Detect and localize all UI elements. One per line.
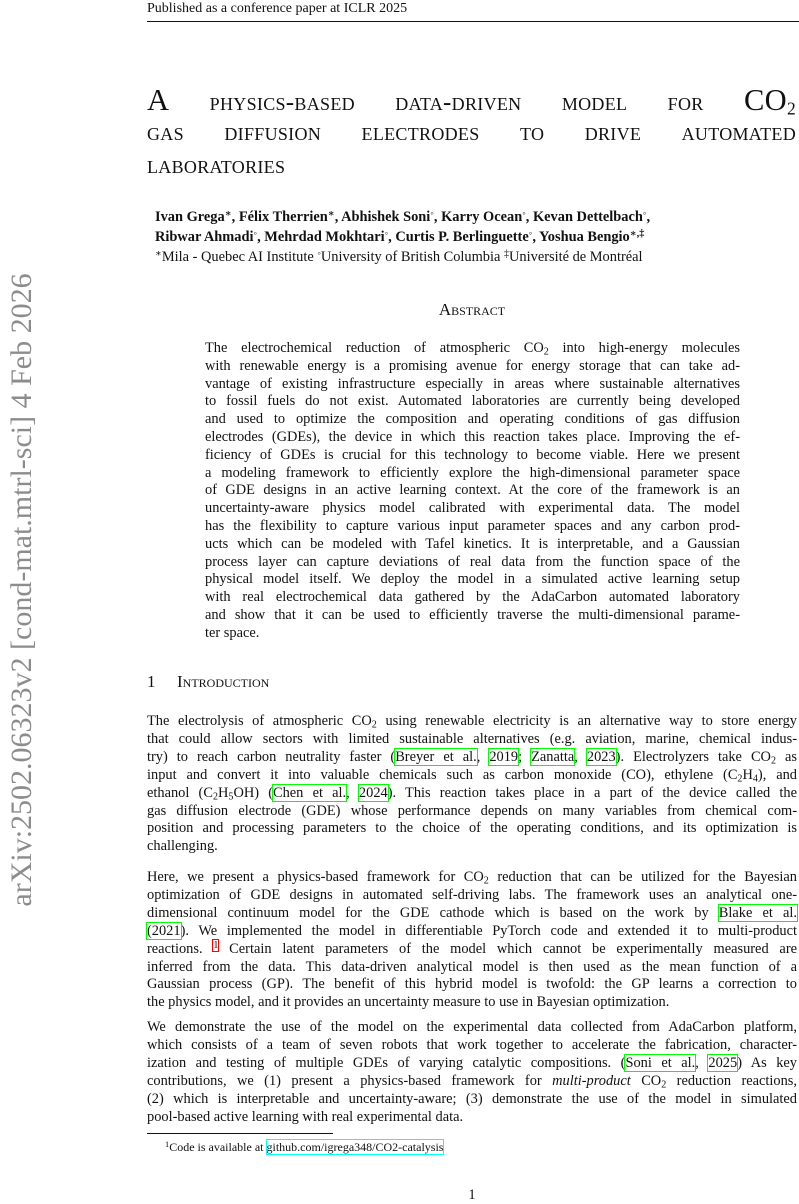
- text-run: process layer can capture deviations of real data from the function space of the: [205, 553, 740, 570]
- citation-link[interactable]: 2025: [708, 1054, 738, 1071]
- paragraph-line: [147, 1072, 797, 1090]
- text-run: ization and testing of multiple GDEs of varying catalytic compositions. (: [147, 1054, 626, 1071]
- affiliation-mark: ◦: [642, 208, 647, 220]
- text-run: and used to optimize the composition and operating conditions of gas diffusion: [205, 411, 740, 428]
- citation-link[interactable]: Zanatta: [531, 748, 575, 765]
- title-line: [147, 150, 796, 182]
- subscript: 5: [228, 791, 234, 803]
- subscript: 2: [737, 773, 743, 785]
- text-run: ). This reaction takes place in a part of the device called the: [387, 784, 797, 801]
- text-run: vantage of existing infrastructure especially in areas where sustainable alternatives: [205, 375, 740, 392]
- text-run: ;: [518, 748, 532, 765]
- text-run: , Karry Ocean: [433, 209, 523, 225]
- abstract-line: [205, 588, 740, 606]
- footnote-marker: 1: [165, 1140, 170, 1150]
- paragraph-line: [147, 1054, 797, 1072]
- code-link[interactable]: github.com/igrega348/CO2-catalysis: [266, 1140, 444, 1154]
- text-run: ,: [646, 209, 651, 225]
- abstract-line: [205, 339, 740, 357]
- text-run: using renewable electricity is an alternative way to store energy: [376, 713, 797, 729]
- text-run: CO: [630, 1072, 662, 1089]
- paragraph-line: [147, 940, 797, 958]
- affiliation-mark: ∗: [224, 208, 232, 220]
- title-line: [147, 117, 796, 149]
- paragraph-line: [147, 868, 797, 886]
- section-number: 1: [147, 672, 156, 691]
- text-run: ) As key: [737, 1054, 797, 1071]
- header-rule: [147, 21, 799, 22]
- paragraph-line: [147, 993, 797, 1011]
- paragraph-line: [147, 784, 797, 802]
- running-head: Published as a conference paper at ICLR 2025: [147, 1, 408, 16]
- title-capital: CO: [743, 83, 787, 117]
- affiliation-mark: ◦: [253, 228, 258, 240]
- text-run: of GDE designs in an active learning context. At the core of the framework is an: [205, 482, 740, 499]
- abstract-line: [205, 464, 740, 482]
- text-run: , Mehrdad Mokhtari: [257, 229, 385, 245]
- text-run: , Kevan Dettelbach: [525, 209, 643, 225]
- citation-link[interactable]: Soni et al.: [625, 1054, 696, 1071]
- text-run: that could allow sectors with limited sustainable alternatives (e.g. aviation, marine, chemical indus-: [147, 730, 797, 747]
- abstract-line: [205, 606, 740, 624]
- text-run: laboratories: [147, 152, 286, 179]
- text-run: ,: [346, 784, 359, 801]
- subscript: 2: [483, 875, 489, 887]
- citation-link[interactable]: 2019: [489, 748, 519, 765]
- text-run: Gaussian process (GP). The benefit of this hybrid model is twofold: the GP learns a correction to: [147, 976, 797, 993]
- subscript: 2: [543, 346, 549, 358]
- footnote-text: Code is available at: [169, 1140, 267, 1154]
- text-run: as: [776, 748, 797, 765]
- abstract-heading: Abstract: [438, 300, 506, 319]
- text-run: H: [742, 766, 753, 783]
- abstract-line: [205, 624, 740, 642]
- text-run: Université de Montréal: [509, 249, 643, 265]
- paragraph-line: [147, 819, 797, 837]
- subscript: 2: [212, 791, 218, 803]
- subscript: 2: [770, 755, 776, 767]
- text-run: dimensional continuum model for the GDE cathode which is based on the work by: [147, 904, 719, 921]
- text-run: Here, we present a physics-based framework for CO: [147, 869, 484, 885]
- paragraph-line: [147, 766, 797, 784]
- text-run: OH) (: [233, 784, 273, 801]
- text-run: gas diffusion electrode (GDE) whose performance depends on many variables from chemical com-: [147, 802, 797, 819]
- text-run: inferred from the data. This data-driven analytical model is then used as the mean function of a: [147, 958, 797, 975]
- arxiv-stamp: arXiv:2502.06323v2 [cond-mat.mtrl-sci] 4 Feb 2026: [5, 273, 38, 907]
- title-line: [147, 83, 796, 119]
- text-run: ficiency of GDEs is crucial for this technology to become viable. Here we present: [205, 446, 740, 463]
- citation-link[interactable]: 2023: [586, 748, 616, 765]
- text-run: electrodes (GDEs), the device in which this reaction takes place. Improving the ef-: [205, 429, 740, 445]
- text-run: Ivan Grega: [155, 209, 225, 225]
- text-run: the physics model, and it provides an uncertainty measure to use in Bayesian optimization.: [147, 994, 670, 1011]
- text-run: ucts which can be modeled with Tafel kinetics. It is interpretable, and a Gaussian: [205, 535, 740, 552]
- text-run: which consists of a team of seven robots that work together to accelerate the fabrication, character-: [147, 1036, 797, 1053]
- affiliation-mark: ◦: [528, 228, 533, 240]
- paragraph-line: [147, 730, 797, 748]
- affiliation-mark: ◦: [522, 208, 526, 220]
- text-run: try) to reach carbon neutrality faster (: [147, 748, 396, 765]
- abstract-line: [205, 499, 740, 517]
- text-run: challenging.: [147, 838, 218, 855]
- text-run: uncertainty-aware physics model calibrated with experimental data. The model: [205, 500, 740, 517]
- text-run: , Yoshua Bengio: [532, 229, 630, 245]
- paragraph-line: [147, 922, 797, 940]
- abstract-line: [205, 410, 740, 428]
- emphasis: multi-product: [552, 1072, 631, 1089]
- text-run: gas diffusion electrodes to drive automated: [147, 119, 796, 146]
- text-run: , Abhishek Soni: [334, 209, 431, 225]
- abstract-line: [205, 357, 740, 375]
- text-run: ,: [574, 748, 587, 765]
- citation-link[interactable]: Breyer et al.: [395, 748, 477, 765]
- paragraph-line: [147, 748, 797, 766]
- author-line: [155, 208, 650, 226]
- affiliation-mark: ◦: [430, 208, 434, 220]
- paragraph-line: [147, 1108, 797, 1126]
- subscript: 2: [371, 719, 377, 731]
- footnote-link[interactable]: 1: [213, 940, 219, 952]
- paragraph-line: [147, 837, 797, 855]
- section-title: Introduction: [177, 672, 270, 691]
- text-run: to fossil fuels do not exist. Automated laboratories are currently being developed: [205, 393, 740, 410]
- text-run: reduction that can be utilized for the Bayesian: [488, 869, 797, 885]
- affiliation-line: [155, 248, 643, 266]
- text-run: contributions, we (1) present a physics-based framework for: [147, 1072, 553, 1089]
- text-run: Ribwar Ahmadi: [155, 229, 254, 245]
- footnote-rule: [147, 1133, 333, 1134]
- author-line: [155, 228, 644, 246]
- abstract-line: [205, 481, 740, 499]
- abstract-line: [205, 375, 740, 393]
- text-run: with renewable energy is a promising avenue for energy storage that can take ad-: [205, 357, 740, 374]
- title-capital: A: [147, 83, 170, 117]
- text-run: We demonstrate the use of the model on the experimental data collected from AdaCarbon platform,: [147, 1019, 797, 1035]
- text-run: ), and: [757, 766, 798, 783]
- text-run: into high-energy molecules: [548, 340, 741, 356]
- subscript: 4: [752, 773, 758, 785]
- citation-link[interactable]: (2021: [147, 922, 181, 939]
- text-run: reduction reactions,: [666, 1072, 797, 1089]
- text-run: reactions.: [147, 940, 214, 957]
- citation-link[interactable]: 2024: [358, 784, 388, 801]
- abstract-line: [205, 392, 740, 410]
- paragraph-line: [147, 1018, 797, 1036]
- text-run: input and convert it into valuable chemicals such as carbon monoxide (CO), ethylene (C: [147, 766, 738, 783]
- abstract-line: [205, 535, 740, 553]
- page-number: 1: [468, 1187, 476, 1203]
- subscript: 2: [661, 1079, 667, 1091]
- abstract-line: [205, 570, 740, 588]
- text-run: has the flexibility to capture various input parameter spaces and any carbon prod-: [205, 518, 740, 534]
- text-run: ,: [695, 1054, 709, 1071]
- affiliation-mark: ∗: [155, 248, 162, 260]
- citation-link[interactable]: Chen et al.: [273, 784, 347, 801]
- paragraph-line: [147, 712, 797, 730]
- paragraph-line: [147, 1090, 797, 1108]
- text-run: The electrochemical reduction of atmospheric CO: [205, 340, 544, 356]
- paragraph-line: [147, 886, 797, 904]
- text-run: The electrolysis of atmospheric CO: [147, 713, 372, 729]
- text-run: a modeling framework to efficiently explore the high-dimensional parameter space: [205, 464, 740, 481]
- abstract-line: [205, 446, 740, 464]
- text-run: and show that it can be used to efficiently traverse the multi-dimensional parame-: [205, 607, 740, 623]
- paragraph-line: [147, 958, 797, 976]
- paragraph-line: [147, 975, 797, 993]
- affiliation-mark: ◦: [384, 228, 389, 240]
- text-run: optimization of GDE designs in automated self-driving labs. The framework uses an analytical one-: [147, 886, 797, 903]
- affiliation-mark: ◦: [317, 248, 321, 260]
- text-run: ). We implemented the model in differentiable PyTorch code and extended it to multi-product: [180, 922, 797, 939]
- text-run: physical model itself. We deploy the model in a simulated active learning setup: [205, 571, 740, 588]
- paragraph-line: [147, 1036, 797, 1054]
- text-run: (2) which is interpretable and uncertainty-aware; (3) demonstrate the use of the model in simulated: [147, 1090, 797, 1107]
- text-run: position and processing parameters to the choice of the operating conditions, and its optimization is: [147, 820, 797, 837]
- text-run: Certain latent parameters of the model which cannot be experimentally measured are: [218, 940, 798, 957]
- abstract-line: [205, 517, 740, 535]
- abstract-line: [205, 428, 740, 446]
- affiliation-mark: ‡: [503, 248, 510, 260]
- text-run: H: [217, 784, 229, 801]
- text-run: pool-based active learning with real experimental data.: [147, 1108, 464, 1125]
- subscript: 2: [786, 98, 796, 119]
- text-run: Mila - Quebec AI Institute: [161, 249, 318, 265]
- paragraph-line: [147, 802, 797, 820]
- affiliation-mark: ∗,‡: [629, 228, 645, 240]
- text-run: ). Electrolyzers take CO: [615, 748, 771, 765]
- text-run: ter space.: [205, 624, 260, 641]
- abstract-line: [205, 553, 740, 571]
- text-run: University of British Columbia: [320, 249, 504, 265]
- text-run: with real electrochemical data gathered by the AdaCarbon automated laboratory: [205, 589, 740, 606]
- text-run: , Félix Therrien: [231, 209, 328, 225]
- text-run: physics-based data-driven model for: [169, 89, 744, 116]
- footnote: [165, 1139, 443, 1155]
- paragraph-line: [147, 904, 797, 922]
- text-run: , Curtis P. Berlinguette: [388, 229, 529, 245]
- affiliation-mark: ∗: [327, 208, 335, 220]
- citation-link[interactable]: Blake et al.: [718, 904, 797, 921]
- text-run: ,: [476, 748, 490, 765]
- text-run: ethanol (C: [147, 784, 213, 801]
